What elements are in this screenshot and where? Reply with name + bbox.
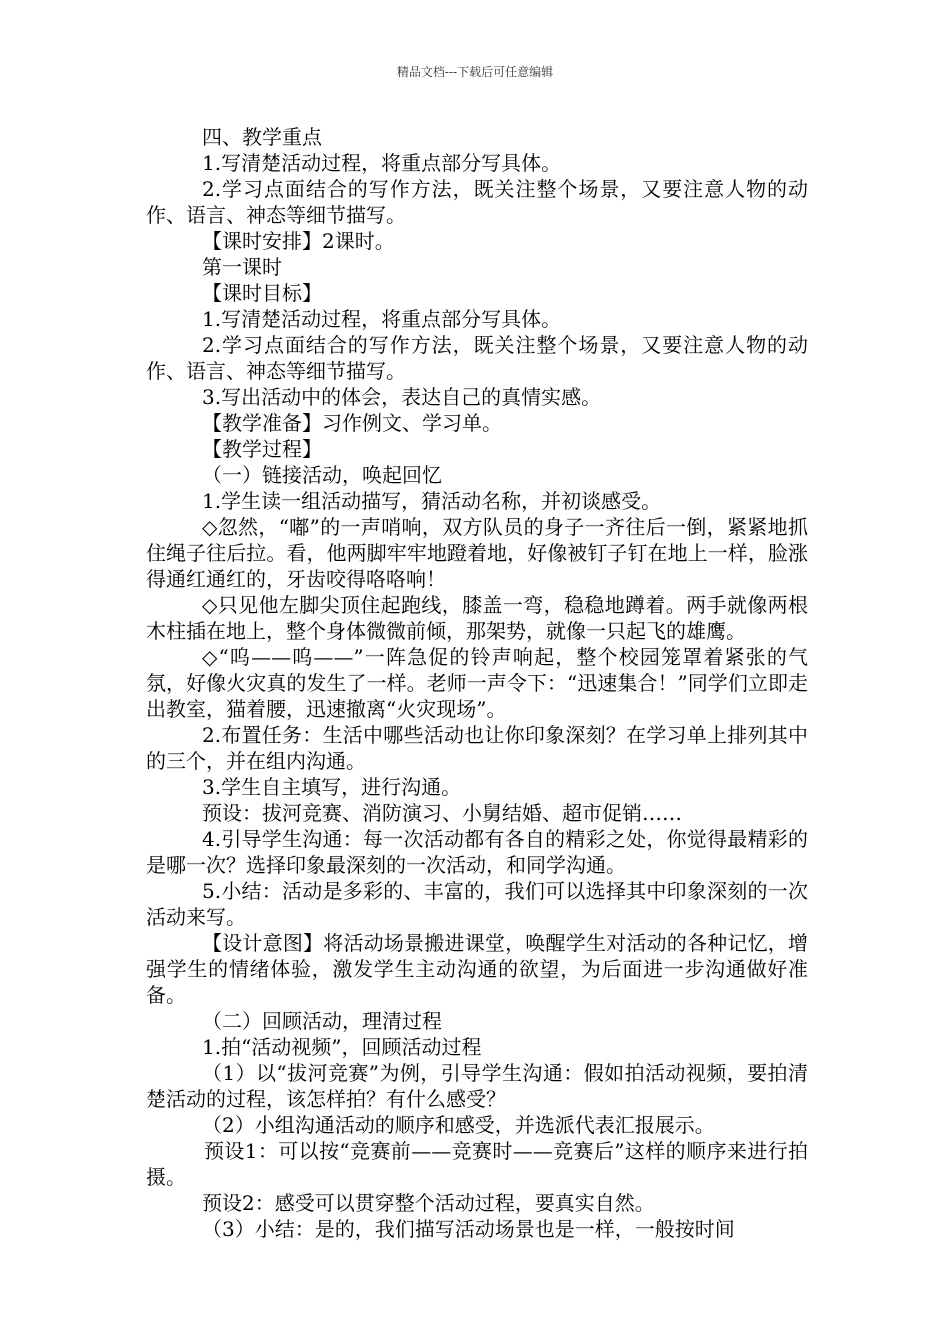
paragraph: 【课时目标】 bbox=[202, 281, 322, 305]
paragraph: 2.布置任务：生活中哪些活动也让你印象深刻？在学习单上排列其中的三个，并在组内沟通。 bbox=[146, 723, 808, 773]
paragraph: 5.小结：活动是多彩的、丰富的，我们可以选择其中印象深刻的一次活动来写。 bbox=[146, 879, 808, 929]
paragraph: 【教学过程】 bbox=[202, 437, 322, 461]
example-paragraph: ◇只见他左脚尖顶住起跑线，膝盖一弯，稳稳地蹲着。两手就像两根木柱插在地上，整个身体微微前倾，那架势，就像一只起飞的雄鹰。 bbox=[146, 593, 808, 643]
lesson-heading: 第一课时 bbox=[202, 255, 282, 279]
subsection-heading: （一）链接活动，唤起回忆 bbox=[202, 463, 442, 487]
paragraph: 2.学习点面结合的写作方法，既关注整个场景，又要注意人物的动作、语言、神态等细节描写。 bbox=[146, 177, 808, 227]
paragraph: 1.写清楚活动过程，将重点部分写具体。 bbox=[202, 151, 562, 175]
paragraph: 预设2：感受可以贯穿整个活动过程，要真实自然。 bbox=[202, 1191, 655, 1215]
example-paragraph: ◇“呜——呜——”一阵急促的铃声响起，整个校园笼罩着紧张的气氛，好像火灾真的发生了一样。老师一声令下：“迅速集合！”同学们立即走出教室，猫着腰，迅速撤离“火灾现场”。 bbox=[146, 645, 808, 721]
paragraph: （2）小组沟通活动的顺序和感受，并选派代表汇报展示。 bbox=[202, 1113, 715, 1137]
document-body bbox=[146, 124, 808, 1242]
paragraph: 预设：拔河竞赛、消防演习、小舅结婚、超市促销…… bbox=[202, 801, 682, 825]
paragraph: （1）以“拔河竞赛”为例，引导学生沟通：假如拍活动视频，要拍清楚活动的过程，该怎样拍？有什么感受？ bbox=[146, 1061, 808, 1111]
paragraph: 【课时安排】2课时。 bbox=[202, 229, 395, 253]
paragraph: 3.写出活动中的体会，表达自己的真情实感。 bbox=[202, 385, 602, 409]
paragraph: 2.学习点面结合的写作方法，既关注整个场景，又要注意人物的动作、语言、神态等细节描写。 bbox=[146, 333, 808, 383]
paragraph: 3.学生自主填写，进行沟通。 bbox=[202, 775, 462, 799]
paragraph: 【设计意图】将活动场景搬进课堂，唤醒学生对活动的各种记忆，增强学生的情绪体验，激发学生主动沟通的欲望，为后面进一步沟通做好准备。 bbox=[146, 931, 808, 1007]
page-header: 精品文档---下载后可任意编辑 bbox=[396, 65, 554, 79]
section-heading: 四、教学重点 bbox=[202, 125, 322, 149]
paragraph: 【教学准备】习作例文、学习单。 bbox=[202, 411, 502, 435]
paragraph: 4.引导学生沟通：每一次活动都有各自的精彩之处，你觉得最精彩的是哪一次？选择印象最深刻的一次活动，和同学沟通。 bbox=[146, 827, 808, 877]
paragraph: 1.写清楚活动过程，将重点部分写具体。 bbox=[202, 307, 562, 331]
subsection-heading: （二）回顾活动，理清过程 bbox=[202, 1009, 442, 1033]
example-paragraph: ◇忽然，“嘟”的一声哨响，双方队员的身子一齐往后一倒，紧紧地抓住绳子往后拉。看，他两脚牢牢地蹬着地，好像被钉子钉在地上一样，脸涨得通红通红的，牙齿咬得咯咯响！ bbox=[146, 515, 808, 591]
paragraph: 1.拍“活动视频”，回顾活动过程 bbox=[202, 1035, 482, 1059]
paragraph: （3）小结：是的，我们描写活动场景也是一样，一般按时间 bbox=[202, 1217, 735, 1241]
paragraph: 1.学生读一组活动描写，猜活动名称，并初谈感受。 bbox=[202, 489, 662, 513]
paragraph: 预设1：可以按“竞赛前——竞赛时——竞赛后”这样的顺序来进行拍摄。 bbox=[146, 1139, 808, 1189]
